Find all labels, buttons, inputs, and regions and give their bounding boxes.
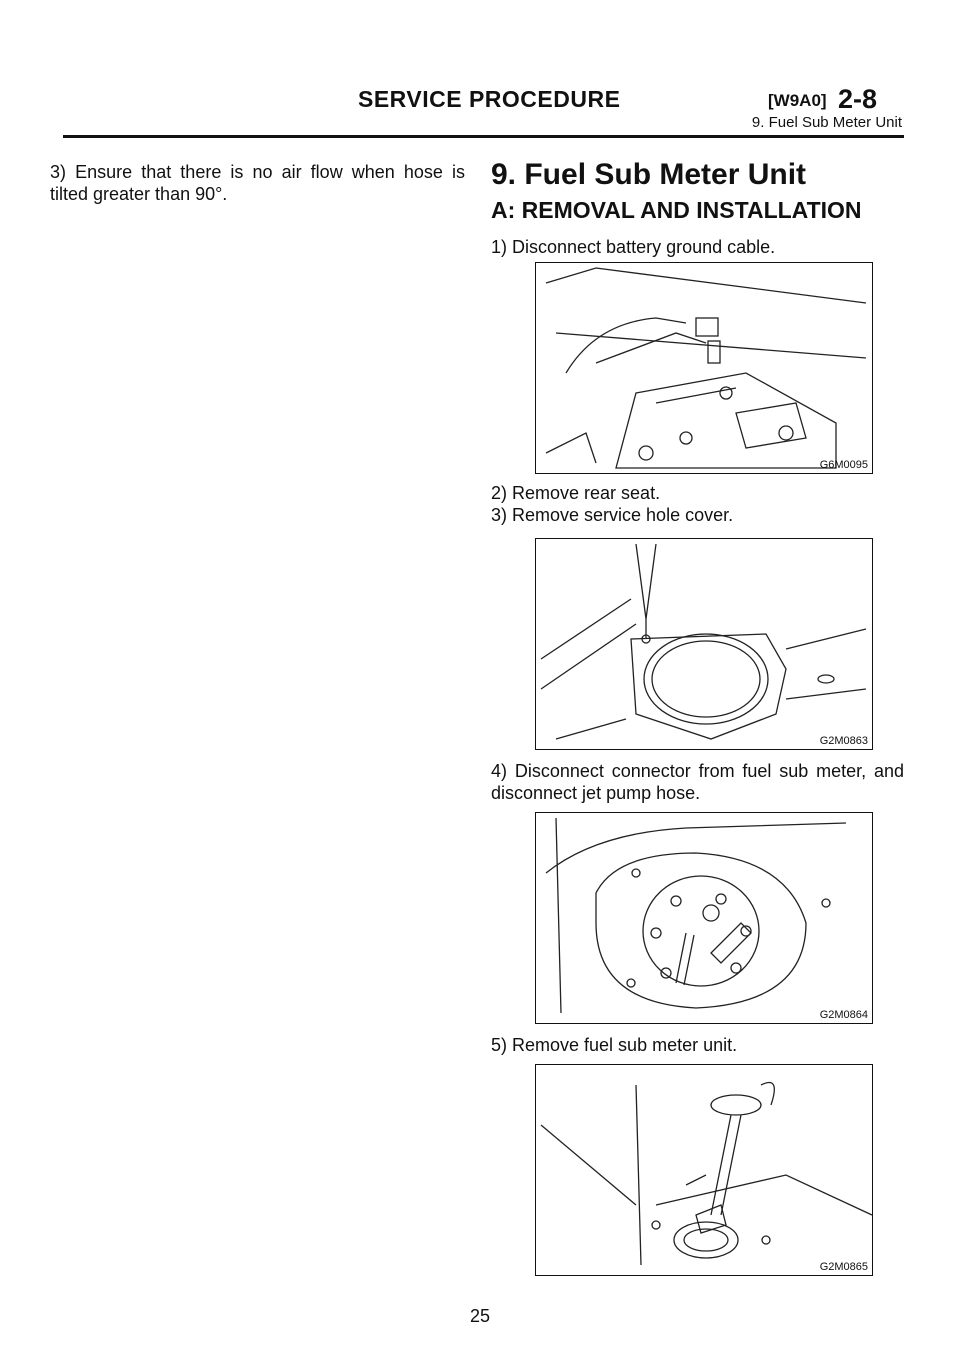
header-chapter: 2-8 [838,84,878,114]
step-1: 1) Disconnect battery ground cable. [491,237,776,257]
step-4: 4) Disconnect connector from fuel sub meter, and disconnect jet pump hose. [491,761,904,803]
figure-code: G2M0865 [819,1261,868,1273]
figure-code: G2M0863 [819,735,868,747]
step-2: 2) Remove rear seat. [491,483,661,503]
figure-sub-meter [535,1064,873,1276]
step-5: 5) Remove fuel sub meter unit. [491,1035,738,1055]
header-subtitle: 9. Fuel Sub Meter Unit [751,114,902,131]
figure-code: G6M0095 [819,459,868,471]
header-rule [63,135,904,138]
figure-connector [535,812,873,1024]
header-code: [W9A0] [768,91,827,110]
left-paragraph: 3) Ensure that there is no air flow when hose is tilted greater than 90°. [50,162,465,204]
page-number: 25 [469,1306,491,1326]
figure-code: G2M0864 [819,1009,868,1021]
step-3: 3) Remove service hole cover. [491,505,734,525]
section-subtitle: A: REMOVAL AND INSTALLATION [491,197,862,223]
figure-service-hole [535,538,873,750]
figure-battery [535,262,873,474]
section-title: 9. Fuel Sub Meter Unit [491,158,807,191]
header-title: SERVICE PROCEDURE [358,86,621,112]
